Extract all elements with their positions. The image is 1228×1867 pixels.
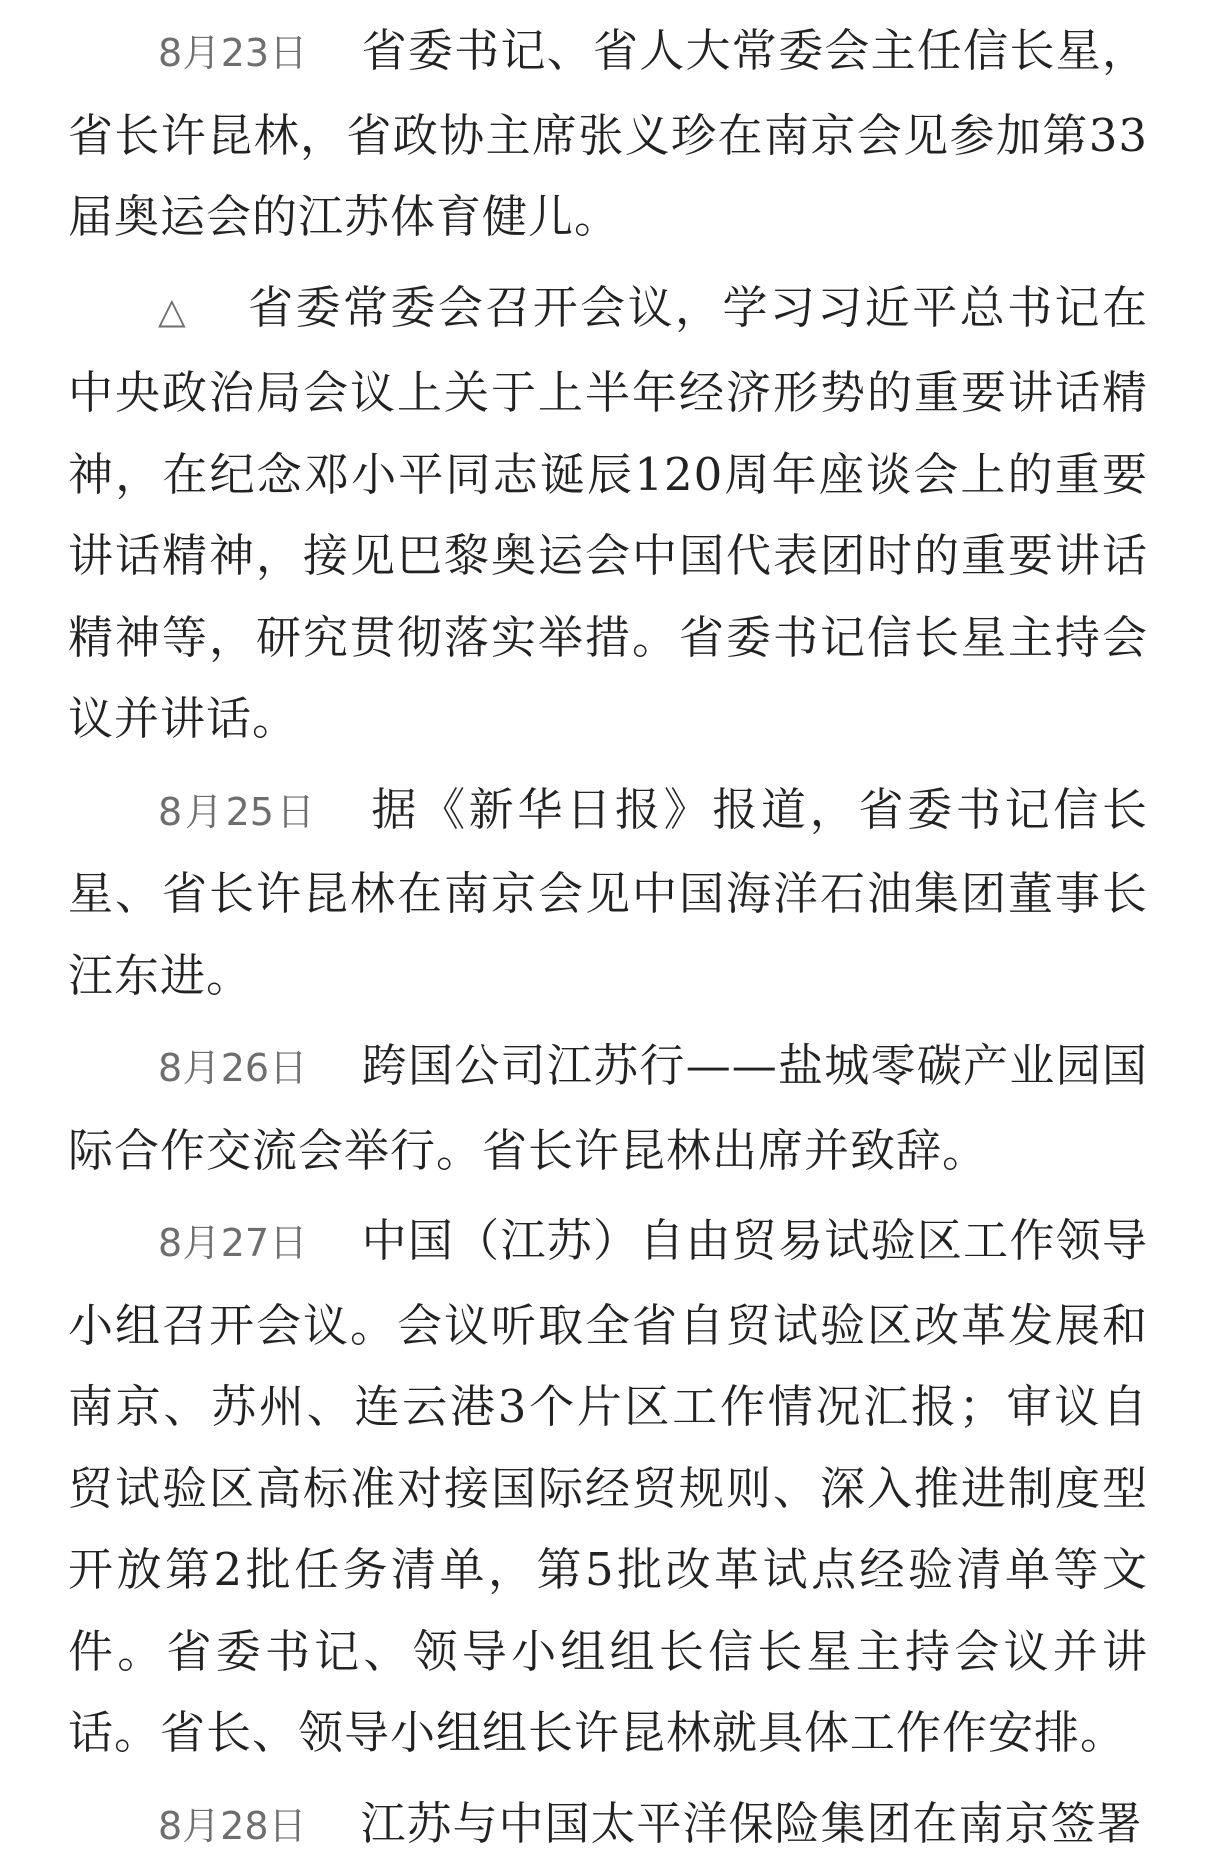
entry-text: 省委书记、省人大常委会主任信长星，省长许昆林，省政协主席张义珍在南京会见参加第33届奥运会的江苏体育健儿。: [68, 24, 1148, 243]
entry-date: 8月27日: [158, 1221, 308, 1265]
entry-text: 中国（江苏）自由贸易试验区工作领导小组召开会议。会议听取全省自贸试验区改革发展和南京、苏州、连云港3个片区工作情况汇报；审议自贸试验区高标准对接国际经贸规则、深入推进制度型开放第2批任务清单，第5批改革试点经验清单等文件。省委书记、领导小组组长信长星主持会议并讲话。省长、领导小组组长许昆林就具体工作作安排。: [68, 1214, 1148, 1759]
entry-text: 据《新华日报》报道，省委书记信长星、省长许昆林在南京会见中国海洋石油集团董事长汪东进。: [68, 783, 1148, 1002]
entry-date: 8月28日: [158, 1804, 307, 1848]
entry-text: 江苏与中国太平洋保险集团在南京签署: [361, 1797, 1143, 1850]
entry-aug-25: [68, 769, 1148, 1017]
entry-aug-27: [68, 1200, 1148, 1774]
entry-aug-23: [68, 10, 1148, 258]
entry-aug-26: [68, 1025, 1148, 1191]
entry-aug-28: [68, 1783, 1148, 1867]
entry-text: 省委常委会召开会议，学习习近平总书记在中央政治局会议上关于上半年经济形势的重要讲话精神，在纪念邓小平同志诞辰120周年座谈会上的重要讲话精神，接见巴黎奥运会中国代表团时的重要讲话精神等，研究贯彻落实举措。省委书记信长星主持会议并讲话。: [68, 281, 1148, 746]
entry-aug-23-continued: [68, 267, 1148, 760]
entry-date: 8月25日: [158, 790, 317, 834]
entry-text: 跨国公司江苏行——盐城零碳产业园国际合作交流会举行。省长许昆林出席并致辞。: [68, 1039, 1148, 1177]
entry-date: 8月26日: [158, 1046, 308, 1090]
entry-date: 8月23日: [158, 31, 308, 75]
triangle-marker-icon: △: [158, 291, 188, 332]
